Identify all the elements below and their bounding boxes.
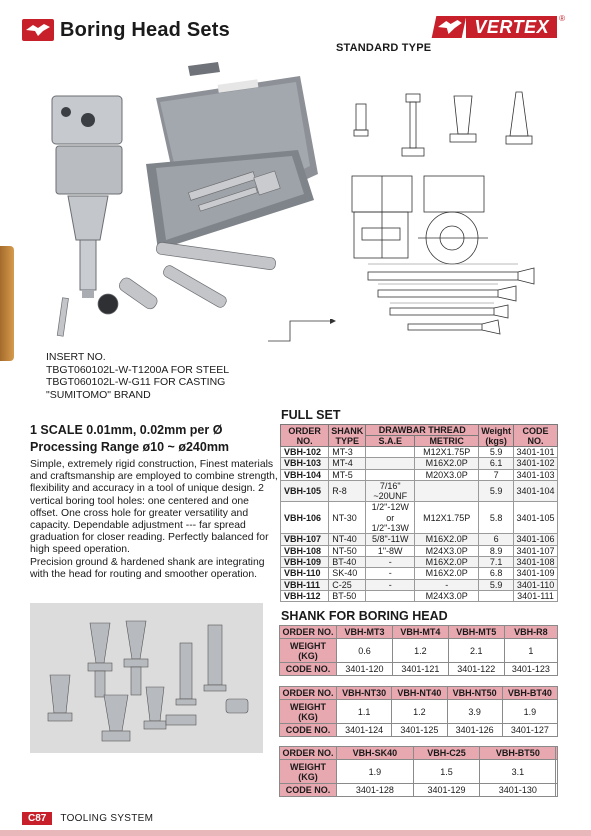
cell-code-no: 3401-109 bbox=[514, 568, 558, 579]
cell-sae bbox=[366, 458, 415, 469]
insert-note-line: "SUMITOMO" BRAND bbox=[46, 388, 151, 401]
cell-shank-type: C-25 bbox=[329, 579, 366, 590]
shank-weight: 1.9 bbox=[502, 700, 557, 724]
shank-label-weight: WEIGHT (KG) bbox=[280, 700, 337, 724]
cell-shank-type: SK-40 bbox=[329, 568, 366, 579]
footer-rule bbox=[0, 830, 591, 836]
description-paragraph: Simple, extremely rigid construction, Finest materials and craftsmanship are employed to combine strength, flexibility and accuracy in a tool of unique design. 2 vertical boring tool holes: one centered and one offset. One cross hole for greater versatility and capacity. Dependable adjustment --- far spread graduation for closer reading. Perfectly balanced for high speed operation. bbox=[30, 459, 278, 556]
insert-note bbox=[46, 351, 229, 401]
shank-weight: 1.5 bbox=[413, 760, 480, 784]
shank-weight: 2.1 bbox=[448, 639, 504, 663]
cell-weight: 8.9 bbox=[479, 545, 514, 556]
shank-model: VBH-SK40 bbox=[337, 747, 414, 760]
shank-code: 3401-127 bbox=[502, 724, 557, 737]
cell-weight bbox=[479, 590, 514, 601]
cell-sae: 5/8"-11W bbox=[366, 534, 415, 545]
full-set-row bbox=[281, 534, 558, 545]
page-number: C87 bbox=[22, 812, 52, 825]
cell-sae bbox=[366, 447, 415, 458]
full-set-row bbox=[281, 545, 558, 556]
boring-head-icon bbox=[52, 96, 122, 298]
header-drawbar-thread: DRAWBAR THREAD bbox=[366, 425, 479, 436]
cell-order-no: VBH-107 bbox=[281, 534, 329, 545]
shank-group-svg bbox=[30, 603, 263, 753]
shank-label-order: ORDER NO. bbox=[280, 626, 337, 639]
cell-metric: M16X2.0P bbox=[415, 458, 479, 469]
shank-label-code: CODE NO. bbox=[280, 663, 337, 676]
product-description bbox=[30, 459, 278, 581]
shank-weight: 1.9 bbox=[337, 760, 414, 784]
page-header bbox=[22, 16, 230, 44]
shank-row-order bbox=[280, 747, 558, 760]
full-set-row bbox=[281, 590, 558, 601]
shank-model: VBH-MT5 bbox=[448, 626, 504, 639]
cell-sae: - bbox=[366, 556, 415, 567]
shank-weight: 1 bbox=[504, 639, 557, 663]
header-weight: Weight (kgs) bbox=[479, 425, 514, 447]
cell-metric: M24X3.0P bbox=[415, 590, 479, 601]
cell-metric bbox=[415, 480, 479, 502]
cell-metric: M16X2.0P bbox=[415, 556, 479, 567]
cell-metric: - bbox=[415, 579, 479, 590]
cell-sae bbox=[366, 590, 415, 601]
shank-model: VBH-NT30 bbox=[337, 687, 392, 700]
shank-code: 3401-120 bbox=[337, 663, 393, 676]
description-paragraph: Precision ground & hardened shank are integrating with the head for routing and smoother operation. bbox=[30, 556, 265, 580]
full-set-table bbox=[280, 424, 558, 602]
shank-label-weight: WEIGHT (KG) bbox=[280, 760, 337, 784]
cell-metric: M16X2.0P bbox=[415, 534, 479, 545]
shank-row-code bbox=[280, 724, 558, 737]
cell-code-no: 3401-106 bbox=[514, 534, 558, 545]
cell-metric: M12X1.75P bbox=[415, 447, 479, 458]
shank-model: VBH-BT40 bbox=[502, 687, 557, 700]
spec-heading bbox=[30, 422, 229, 456]
shank-table bbox=[279, 625, 558, 676]
cell-order-no: VBH-110 bbox=[281, 568, 329, 579]
shank-weight: 1.2 bbox=[392, 639, 448, 663]
cell-sae: 7/16" ~20UNF bbox=[366, 480, 415, 502]
cell-sae: - bbox=[366, 568, 415, 579]
shank-weight bbox=[556, 760, 558, 784]
full-set-row bbox=[281, 458, 558, 469]
cell-code-no: 3401-103 bbox=[514, 469, 558, 480]
head-side-view-icon bbox=[418, 176, 488, 264]
side-tab-decoration bbox=[0, 246, 14, 361]
head-front-view-icon bbox=[352, 176, 412, 258]
shank-model: VBH-NT40 bbox=[392, 687, 447, 700]
shank-weight: 0.6 bbox=[337, 639, 393, 663]
cell-metric: M20X3.0P bbox=[415, 469, 479, 480]
shank-code: 3401-125 bbox=[392, 724, 447, 737]
shank-model: VBH-BT50 bbox=[480, 747, 556, 760]
shank-row-weight bbox=[280, 700, 558, 724]
footer-label: TOOLING SYSTEM bbox=[60, 813, 154, 824]
standard-type-label: STANDARD TYPE bbox=[336, 42, 432, 54]
cell-code-no: 3401-102 bbox=[514, 458, 558, 469]
shank-code bbox=[556, 784, 558, 797]
cell-weight: 7.1 bbox=[479, 556, 514, 567]
shank-model: VBH-C25 bbox=[413, 747, 480, 760]
boring-head-kit-photo bbox=[38, 54, 326, 340]
shank-table bbox=[279, 746, 558, 797]
shank-label-weight: WEIGHT (KG) bbox=[280, 639, 337, 663]
technical-drawing bbox=[338, 58, 574, 338]
boring-bars-icon bbox=[368, 268, 534, 334]
header-metric: METRIC bbox=[415, 436, 479, 447]
shank-row-weight bbox=[280, 760, 558, 784]
shank-label-order: ORDER NO. bbox=[280, 747, 337, 760]
cell-weight: 6 bbox=[479, 534, 514, 545]
full-set-title: FULL SET bbox=[281, 408, 341, 422]
brand-mark-icon bbox=[432, 16, 467, 38]
shank-code: 3401-129 bbox=[413, 784, 480, 797]
cell-shank-type: NT-30 bbox=[329, 502, 366, 534]
eagle-logo-icon bbox=[22, 19, 54, 41]
cell-order-no: VBH-104 bbox=[281, 469, 329, 480]
cell-code-no: 3401-111 bbox=[514, 590, 558, 601]
brand-logo bbox=[434, 14, 565, 40]
cell-order-no: VBH-108 bbox=[281, 545, 329, 556]
shank-code: 3401-128 bbox=[337, 784, 414, 797]
full-set-row bbox=[281, 579, 558, 590]
cell-weight: 5.9 bbox=[479, 579, 514, 590]
shank-table bbox=[279, 686, 558, 737]
shank-code: 3401-121 bbox=[392, 663, 448, 676]
insert-callout-line bbox=[268, 319, 336, 343]
cell-weight: 7 bbox=[479, 469, 514, 480]
cell-shank-type: MT-5 bbox=[329, 469, 366, 480]
full-set-row bbox=[281, 480, 558, 502]
cell-code-no: 3401-108 bbox=[514, 556, 558, 567]
shank-model: VBH-MT4 bbox=[392, 626, 448, 639]
cell-sae: - bbox=[366, 579, 415, 590]
cell-order-no: VBH-102 bbox=[281, 447, 329, 458]
shank-weight: 3.9 bbox=[447, 700, 502, 724]
cell-shank-type: MT-4 bbox=[329, 458, 366, 469]
cell-order-no: VBH-105 bbox=[281, 480, 329, 502]
cell-order-no: VBH-111 bbox=[281, 579, 329, 590]
full-set-row bbox=[281, 502, 558, 534]
shank-weight: 1.2 bbox=[392, 700, 447, 724]
cell-metric: M24X3.0P bbox=[415, 545, 479, 556]
cell-code-no: 3401-105 bbox=[514, 502, 558, 534]
brand-name: VERTEX bbox=[466, 16, 557, 38]
cell-weight: 6.8 bbox=[479, 568, 514, 579]
header-sae: S.A.E bbox=[366, 436, 415, 447]
brand-registered: ® bbox=[559, 14, 565, 23]
full-set-row bbox=[281, 447, 558, 458]
cell-metric: M16X2.0P bbox=[415, 568, 479, 579]
cell-weight: 6.1 bbox=[479, 458, 514, 469]
shank-label-order: ORDER NO. bbox=[280, 687, 337, 700]
shank-code: 3401-123 bbox=[504, 663, 557, 676]
shank-model: VBH-MT3 bbox=[337, 626, 393, 639]
cell-sae: 1/2"-12W or 1/2"-13W bbox=[366, 502, 415, 534]
cell-weight: 5.9 bbox=[479, 480, 514, 502]
header-order-no: ORDER NO. bbox=[281, 425, 329, 447]
shank-code: 3401-126 bbox=[447, 724, 502, 737]
cell-shank-type: R-8 bbox=[329, 480, 366, 502]
technical-drawing-svg bbox=[338, 58, 574, 338]
cell-order-no: VBH-106 bbox=[281, 502, 329, 534]
shank-model: VBH-R8 bbox=[504, 626, 557, 639]
kit-illustration bbox=[38, 54, 326, 340]
cell-weight: 5.8 bbox=[479, 502, 514, 534]
cell-code-no: 3401-104 bbox=[514, 480, 558, 502]
full-set-row bbox=[281, 556, 558, 567]
full-set-row bbox=[281, 568, 558, 579]
shank-title: SHANK FOR BORING HEAD bbox=[281, 609, 448, 623]
shank-row-code bbox=[280, 663, 558, 676]
shank-group-photo bbox=[30, 603, 263, 753]
header-shank-type: SHANK TYPE bbox=[329, 425, 366, 447]
shank-row-code bbox=[280, 784, 558, 797]
insert-note-line: TBGT060102L-W-G11 FOR CASTING bbox=[46, 376, 226, 388]
shank-row-order bbox=[280, 626, 558, 639]
carry-case-icon bbox=[146, 62, 318, 250]
page-title: Boring Head Sets bbox=[60, 18, 230, 41]
shank-code: 3401-124 bbox=[337, 724, 392, 737]
insert-note-line: TBGT060102L-W-T1200A FOR STEEL bbox=[46, 363, 230, 376]
processing-range: Processing Range ø10 ~ ø240mm bbox=[30, 440, 230, 454]
shank-label-code: CODE NO. bbox=[280, 784, 337, 797]
shank-model: VBH-NT50 bbox=[447, 687, 502, 700]
cell-sae: 1"-8W bbox=[366, 545, 415, 556]
shank-weight: 3.1 bbox=[480, 760, 556, 784]
cell-sae bbox=[366, 469, 415, 480]
scale-spec: 1 SCALE 0.01mm, 0.02mm per Ø bbox=[30, 423, 223, 437]
full-set-row bbox=[281, 469, 558, 480]
shank-variants-icon bbox=[354, 92, 532, 156]
cell-code-no: 3401-107 bbox=[514, 545, 558, 556]
header-code-no: CODE NO. bbox=[514, 425, 558, 447]
shank-code: 3401-122 bbox=[448, 663, 504, 676]
cell-order-no: VBH-109 bbox=[281, 556, 329, 567]
shank-weight: 1.1 bbox=[337, 700, 392, 724]
cell-weight: 5.9 bbox=[479, 447, 514, 458]
shank-row-order bbox=[280, 687, 558, 700]
cell-shank-type: BT-50 bbox=[329, 590, 366, 601]
cell-shank-type: NT-40 bbox=[329, 534, 366, 545]
cell-shank-type: MT-3 bbox=[329, 447, 366, 458]
cell-code-no: 3401-101 bbox=[514, 447, 558, 458]
insert-note-line: INSERT NO. bbox=[46, 351, 106, 363]
cell-metric: M12X1.75P bbox=[415, 502, 479, 534]
cell-order-no: VBH-103 bbox=[281, 458, 329, 469]
page-footer bbox=[22, 812, 153, 825]
cell-shank-type: BT-40 bbox=[329, 556, 366, 567]
shank-label-code: CODE NO. bbox=[280, 724, 337, 737]
cell-code-no: 3401-110 bbox=[514, 579, 558, 590]
cell-shank-type: NT-50 bbox=[329, 545, 366, 556]
shank-code: 3401-130 bbox=[480, 784, 556, 797]
shank-row-weight bbox=[280, 639, 558, 663]
shank-model bbox=[556, 747, 558, 760]
cell-order-no: VBH-112 bbox=[281, 590, 329, 601]
